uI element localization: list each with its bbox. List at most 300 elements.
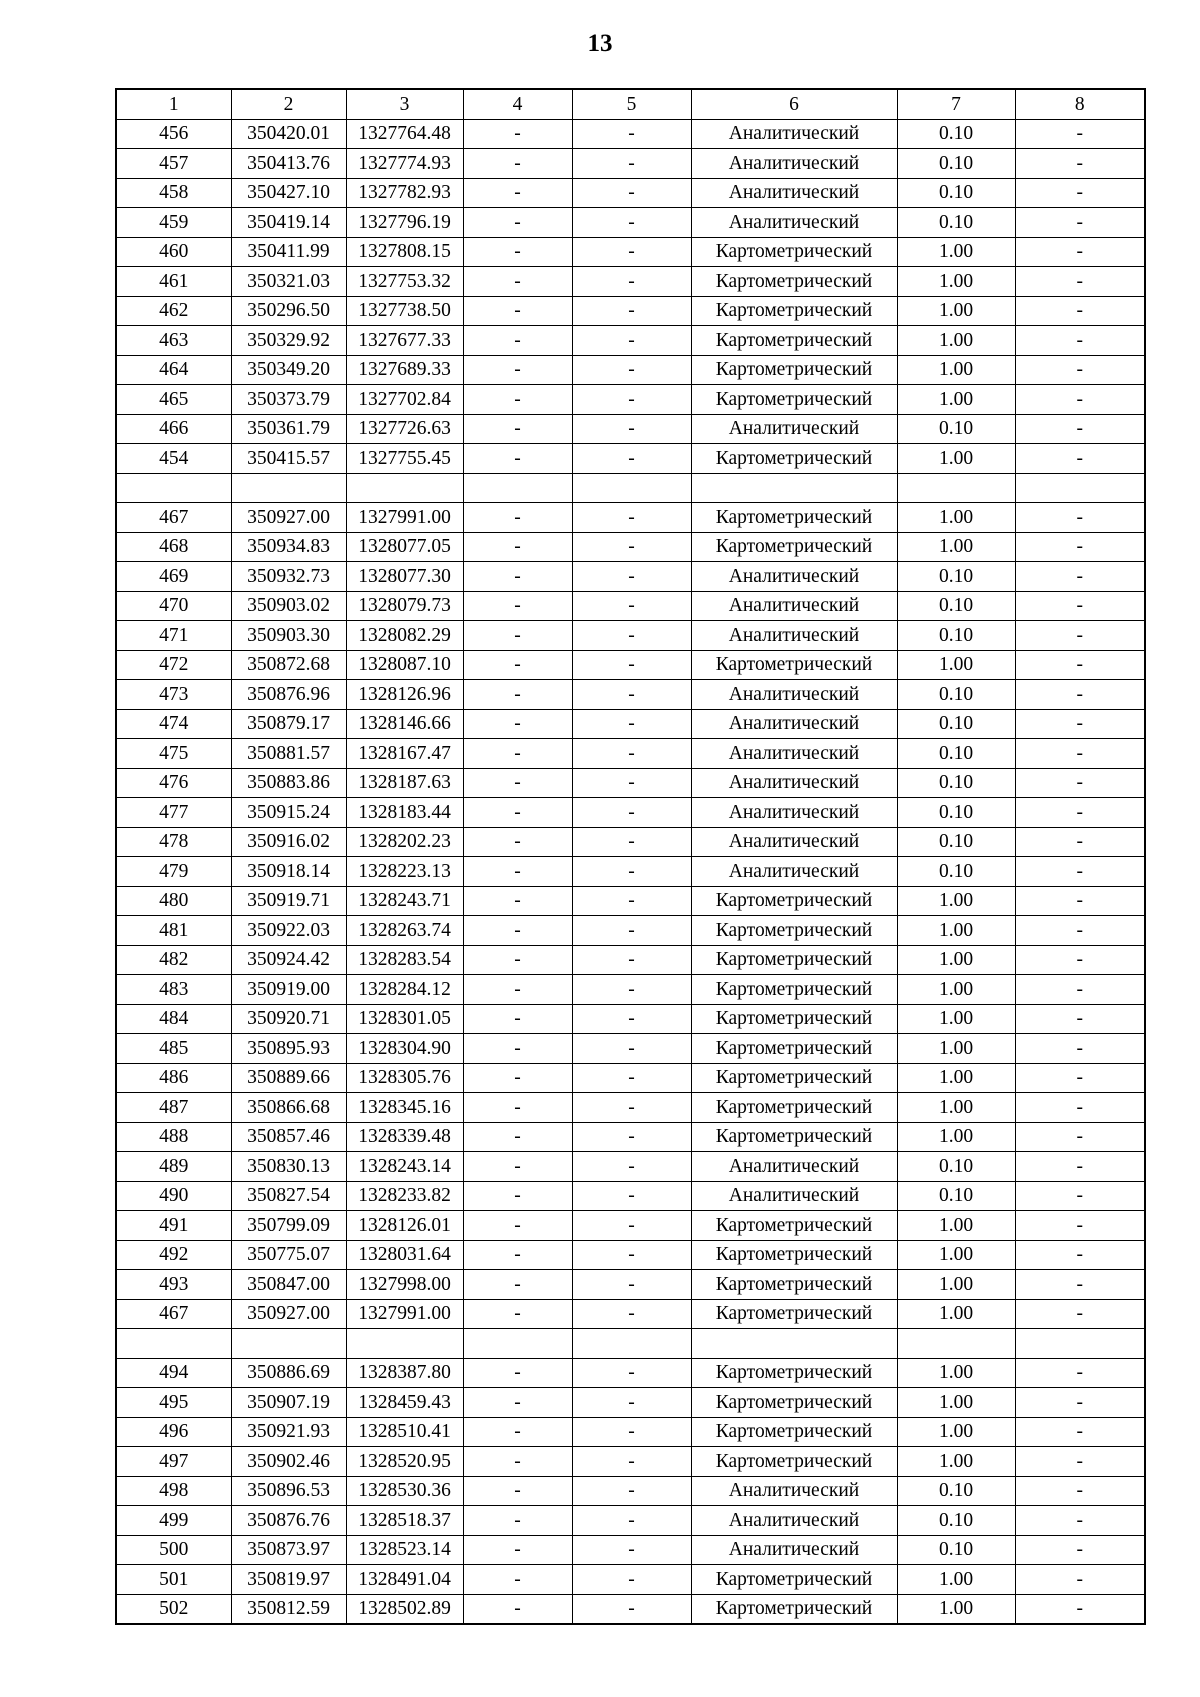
header-cell-6: 6	[691, 89, 897, 119]
cell-col-8: -	[1015, 178, 1145, 208]
cell-accuracy: 1.00	[897, 1240, 1015, 1270]
cell-point-number: 487	[116, 1093, 231, 1123]
cell-col-5: -	[572, 1447, 691, 1477]
cell-y-coordinate: 1328283.54	[346, 945, 463, 975]
cell-method: Картометрический	[691, 916, 897, 946]
cell-col-8: -	[1015, 503, 1145, 533]
cell-method: Картометрический	[691, 1594, 897, 1624]
table-row	[116, 1093, 1145, 1123]
cell-x-coordinate: 350866.68	[231, 1093, 346, 1123]
cell-method: Аналитический	[691, 208, 897, 238]
cell-accuracy: 0.10	[897, 1506, 1015, 1536]
cell-col-5: -	[572, 326, 691, 356]
cell-method: Картометрический	[691, 385, 897, 415]
cell-y-coordinate: 1327991.00	[346, 503, 463, 533]
table-row	[116, 798, 1145, 828]
cell-point-number: 454	[116, 444, 231, 474]
cell-y-coordinate: 1327774.93	[346, 149, 463, 179]
cell-point-number: 473	[116, 680, 231, 710]
cell-col-8: -	[1015, 385, 1145, 415]
table-row	[116, 975, 1145, 1005]
cell-y-coordinate: 1328079.73	[346, 591, 463, 621]
cell-x-coordinate: 350924.42	[231, 945, 346, 975]
table-row	[116, 473, 1145, 503]
cell-col-8: -	[1015, 1270, 1145, 1300]
table-row	[116, 886, 1145, 916]
cell-col-4: -	[463, 1447, 572, 1477]
cell-point-number: 456	[116, 119, 231, 149]
cell-method: Картометрический	[691, 886, 897, 916]
cell-method: Аналитический	[691, 621, 897, 651]
cell-x-coordinate: 350927.00	[231, 503, 346, 533]
cell-y-coordinate: 1328183.44	[346, 798, 463, 828]
cell-x-coordinate: 350857.46	[231, 1122, 346, 1152]
cell-point-number: 472	[116, 650, 231, 680]
cell-accuracy: 1.00	[897, 650, 1015, 680]
cell-col-4: -	[463, 680, 572, 710]
cell-point-number: 477	[116, 798, 231, 828]
cell-point-number: 501	[116, 1565, 231, 1595]
cell-accuracy: 1.00	[897, 503, 1015, 533]
cell-method: Аналитический	[691, 119, 897, 149]
cell-y-coordinate	[346, 473, 463, 503]
cell-y-coordinate: 1327689.33	[346, 355, 463, 385]
cell-point-number: 478	[116, 827, 231, 857]
table-row	[116, 1034, 1145, 1064]
cell-col-5: -	[572, 1594, 691, 1624]
cell-accuracy: 0.10	[897, 119, 1015, 149]
cell-accuracy: 0.10	[897, 739, 1015, 769]
cell-method: Картометрический	[691, 1034, 897, 1064]
cell-accuracy: 0.10	[897, 1152, 1015, 1182]
cell-col-8: -	[1015, 355, 1145, 385]
cell-col-5: -	[572, 1122, 691, 1152]
cell-accuracy: 0.10	[897, 208, 1015, 238]
cell-accuracy: 1.00	[897, 355, 1015, 385]
table-row	[116, 591, 1145, 621]
cell-col-4: -	[463, 1358, 572, 1388]
cell-col-5: -	[572, 1565, 691, 1595]
cell-accuracy: 1.00	[897, 1388, 1015, 1418]
cell-col-5: -	[572, 1417, 691, 1447]
cell-col-8: -	[1015, 621, 1145, 651]
cell-col-4: -	[463, 591, 572, 621]
table-row	[116, 296, 1145, 326]
cell-point-number: 459	[116, 208, 231, 238]
cell-col-8: -	[1015, 1240, 1145, 1270]
cell-col-5: -	[572, 149, 691, 179]
cell-col-4: -	[463, 1270, 572, 1300]
cell-accuracy: 0.10	[897, 591, 1015, 621]
cell-accuracy: 1.00	[897, 1270, 1015, 1300]
cell-col-8: -	[1015, 1181, 1145, 1211]
cell-x-coordinate: 350827.54	[231, 1181, 346, 1211]
table-row	[116, 1594, 1145, 1624]
cell-method: Картометрический	[691, 237, 897, 267]
cell-method: Аналитический	[691, 149, 897, 179]
cell-col-4: -	[463, 503, 572, 533]
cell-y-coordinate: 1327796.19	[346, 208, 463, 238]
cell-method: Картометрический	[691, 1004, 897, 1034]
cell-method: Картометрический	[691, 1447, 897, 1477]
cell-x-coordinate: 350916.02	[231, 827, 346, 857]
cell-accuracy: 1.00	[897, 267, 1015, 297]
cell-col-5: -	[572, 414, 691, 444]
table-row	[116, 1270, 1145, 1300]
cell-col-5: -	[572, 532, 691, 562]
cell-col-4: -	[463, 1240, 572, 1270]
cell-col-4: -	[463, 945, 572, 975]
table-row	[116, 857, 1145, 887]
cell-col-8: -	[1015, 1535, 1145, 1565]
cell-col-5: -	[572, 385, 691, 415]
cell-x-coordinate: 350830.13	[231, 1152, 346, 1182]
cell-y-coordinate: 1327753.32	[346, 267, 463, 297]
table-row	[116, 650, 1145, 680]
cell-col-4: -	[463, 414, 572, 444]
cell-col-8: -	[1015, 1093, 1145, 1123]
cell-method: Картометрический	[691, 1122, 897, 1152]
cell-col-4: -	[463, 1476, 572, 1506]
cell-method: Аналитический	[691, 768, 897, 798]
cell-col-5: -	[572, 709, 691, 739]
cell-method: Аналитический	[691, 414, 897, 444]
cell-point-number: 483	[116, 975, 231, 1005]
cell-col-8: -	[1015, 1417, 1145, 1447]
cell-point-number: 500	[116, 1535, 231, 1565]
cell-method: Картометрический	[691, 267, 897, 297]
cell-method: Аналитический	[691, 591, 897, 621]
cell-accuracy: 1.00	[897, 1565, 1015, 1595]
cell-col-8: -	[1015, 680, 1145, 710]
cell-col-8: -	[1015, 326, 1145, 356]
cell-col-8: -	[1015, 945, 1145, 975]
cell-col-5: -	[572, 208, 691, 238]
cell-y-coordinate: 1328301.05	[346, 1004, 463, 1034]
cell-col-8: -	[1015, 1358, 1145, 1388]
cell-method: Картометрический	[691, 1063, 897, 1093]
cell-accuracy: 0.10	[897, 857, 1015, 887]
cell-y-coordinate: 1328305.76	[346, 1063, 463, 1093]
cell-accuracy: 1.00	[897, 1594, 1015, 1624]
cell-x-coordinate: 350886.69	[231, 1358, 346, 1388]
cell-col-8: -	[1015, 827, 1145, 857]
cell-col-8: -	[1015, 1476, 1145, 1506]
cell-x-coordinate: 350889.66	[231, 1063, 346, 1093]
cell-y-coordinate: 1328304.90	[346, 1034, 463, 1064]
cell-method: Картометрический	[691, 650, 897, 680]
cell-x-coordinate: 350873.97	[231, 1535, 346, 1565]
cell-col-5: -	[572, 562, 691, 592]
table-row	[116, 326, 1145, 356]
cell-accuracy: 1.00	[897, 1122, 1015, 1152]
cell-y-coordinate: 1327755.45	[346, 444, 463, 474]
cell-col-8: -	[1015, 237, 1145, 267]
cell-y-coordinate: 1328510.41	[346, 1417, 463, 1447]
cell-col-5: -	[572, 798, 691, 828]
cell-accuracy: 0.10	[897, 178, 1015, 208]
cell-x-coordinate: 350932.73	[231, 562, 346, 592]
cell-point-number: 475	[116, 739, 231, 769]
cell-col-4: -	[463, 208, 572, 238]
cell-accuracy: 1.00	[897, 1447, 1015, 1477]
cell-x-coordinate: 350321.03	[231, 267, 346, 297]
cell-x-coordinate: 350420.01	[231, 119, 346, 149]
cell-y-coordinate: 1328459.43	[346, 1388, 463, 1418]
cell-y-coordinate: 1328167.47	[346, 739, 463, 769]
cell-accuracy: 1.00	[897, 1299, 1015, 1329]
cell-x-coordinate	[231, 1329, 346, 1359]
cell-accuracy: 0.10	[897, 621, 1015, 651]
cell-x-coordinate: 350876.76	[231, 1506, 346, 1536]
cell-x-coordinate: 350413.76	[231, 149, 346, 179]
cell-col-5: -	[572, 1181, 691, 1211]
cell-point-number: 502	[116, 1594, 231, 1624]
cell-point-number: 470	[116, 591, 231, 621]
cell-y-coordinate	[346, 1329, 463, 1359]
cell-col-8: -	[1015, 562, 1145, 592]
cell-point-number: 461	[116, 267, 231, 297]
cell-method: Картометрический	[691, 1270, 897, 1300]
cell-col-8: -	[1015, 1506, 1145, 1536]
table-row	[116, 1447, 1145, 1477]
cell-x-coordinate: 350296.50	[231, 296, 346, 326]
cell-col-8: -	[1015, 532, 1145, 562]
cell-y-coordinate: 1327998.00	[346, 1270, 463, 1300]
cell-x-coordinate: 350903.02	[231, 591, 346, 621]
cell-point-number: 463	[116, 326, 231, 356]
cell-accuracy: 0.10	[897, 414, 1015, 444]
table-row	[116, 267, 1145, 297]
table-row	[116, 621, 1145, 651]
cell-col-8: -	[1015, 296, 1145, 326]
cell-y-coordinate: 1328082.29	[346, 621, 463, 651]
cell-col-4: -	[463, 119, 572, 149]
cell-col-4	[463, 1329, 572, 1359]
table-row	[116, 1358, 1145, 1388]
cell-point-number: 481	[116, 916, 231, 946]
cell-accuracy	[897, 1329, 1015, 1359]
cell-accuracy: 0.10	[897, 768, 1015, 798]
table-row	[116, 827, 1145, 857]
cell-col-5: -	[572, 827, 691, 857]
cell-x-coordinate: 350881.57	[231, 739, 346, 769]
cell-col-5: -	[572, 296, 691, 326]
cell-method	[691, 473, 897, 503]
cell-col-8: -	[1015, 1122, 1145, 1152]
cell-col-4: -	[463, 355, 572, 385]
table-row	[116, 1240, 1145, 1270]
table-row	[116, 1063, 1145, 1093]
table-row	[116, 355, 1145, 385]
cell-accuracy: 0.10	[897, 1181, 1015, 1211]
cell-col-4: -	[463, 178, 572, 208]
cell-col-5: -	[572, 768, 691, 798]
cell-col-4: -	[463, 975, 572, 1005]
cell-method: Аналитический	[691, 709, 897, 739]
cell-accuracy: 1.00	[897, 1211, 1015, 1241]
cell-x-coordinate: 350927.00	[231, 1299, 346, 1329]
cell-y-coordinate: 1328126.01	[346, 1211, 463, 1241]
cell-col-4: -	[463, 1063, 572, 1093]
cell-col-5: -	[572, 621, 691, 651]
cell-point-number: 490	[116, 1181, 231, 1211]
cell-col-8: -	[1015, 1565, 1145, 1595]
cell-x-coordinate: 350879.17	[231, 709, 346, 739]
cell-x-coordinate: 350876.96	[231, 680, 346, 710]
cell-col-8: -	[1015, 267, 1145, 297]
cell-col-4: -	[463, 562, 572, 592]
cell-col-4: -	[463, 149, 572, 179]
cell-point-number: 468	[116, 532, 231, 562]
table-row	[116, 562, 1145, 592]
cell-point-number: 485	[116, 1034, 231, 1064]
cell-col-8: -	[1015, 739, 1145, 769]
cell-accuracy: 1.00	[897, 532, 1015, 562]
cell-x-coordinate: 350920.71	[231, 1004, 346, 1034]
cell-accuracy: 1.00	[897, 296, 1015, 326]
cell-col-8: -	[1015, 1447, 1145, 1477]
table-row	[116, 385, 1145, 415]
cell-x-coordinate: 350411.99	[231, 237, 346, 267]
cell-point-number: 493	[116, 1270, 231, 1300]
table-row	[116, 1417, 1145, 1447]
cell-col-8	[1015, 473, 1145, 503]
cell-col-8: -	[1015, 1152, 1145, 1182]
cell-col-8: -	[1015, 1034, 1145, 1064]
cell-x-coordinate: 350915.24	[231, 798, 346, 828]
cell-y-coordinate: 1328491.04	[346, 1565, 463, 1595]
table-row	[116, 119, 1145, 149]
cell-col-5: -	[572, 267, 691, 297]
cell-point-number: 494	[116, 1358, 231, 1388]
cell-x-coordinate: 350922.03	[231, 916, 346, 946]
cell-x-coordinate: 350349.20	[231, 355, 346, 385]
cell-col-8: -	[1015, 208, 1145, 238]
cell-x-coordinate	[231, 473, 346, 503]
cell-method: Аналитический	[691, 1535, 897, 1565]
cell-col-4	[463, 473, 572, 503]
cell-accuracy: 0.10	[897, 149, 1015, 179]
table-row	[116, 1004, 1145, 1034]
cell-y-coordinate: 1327677.33	[346, 326, 463, 356]
cell-y-coordinate: 1328126.96	[346, 680, 463, 710]
cell-method: Картометрический	[691, 975, 897, 1005]
cell-point-number: 476	[116, 768, 231, 798]
cell-y-coordinate: 1328146.66	[346, 709, 463, 739]
cell-col-5: -	[572, 355, 691, 385]
cell-method: Картометрический	[691, 1417, 897, 1447]
cell-method: Аналитический	[691, 798, 897, 828]
table-row	[116, 680, 1145, 710]
cell-method: Аналитический	[691, 680, 897, 710]
cell-col-4: -	[463, 1594, 572, 1624]
cell-point-number: 499	[116, 1506, 231, 1536]
header-row	[116, 89, 1145, 119]
cell-point-number: 486	[116, 1063, 231, 1093]
cell-col-4: -	[463, 1299, 572, 1329]
cell-col-8: -	[1015, 119, 1145, 149]
cell-accuracy: 1.00	[897, 1004, 1015, 1034]
cell-method: Картометрический	[691, 1565, 897, 1595]
table-row	[116, 709, 1145, 739]
cell-accuracy: 0.10	[897, 709, 1015, 739]
cell-point-number: 479	[116, 857, 231, 887]
cell-y-coordinate: 1328223.13	[346, 857, 463, 887]
cell-y-coordinate: 1328202.23	[346, 827, 463, 857]
cell-method: Аналитический	[691, 1181, 897, 1211]
cell-col-8: -	[1015, 798, 1145, 828]
cell-col-5: -	[572, 1004, 691, 1034]
cell-x-coordinate: 350329.92	[231, 326, 346, 356]
cell-method: Аналитический	[691, 857, 897, 887]
cell-method: Картометрический	[691, 1388, 897, 1418]
cell-col-8: -	[1015, 444, 1145, 474]
cell-y-coordinate: 1328233.82	[346, 1181, 463, 1211]
cell-point-number: 488	[116, 1122, 231, 1152]
cell-point-number: 491	[116, 1211, 231, 1241]
cell-method: Аналитический	[691, 1506, 897, 1536]
cell-method: Картометрический	[691, 444, 897, 474]
cell-accuracy	[897, 473, 1015, 503]
cell-accuracy: 0.10	[897, 680, 1015, 710]
cell-col-4: -	[463, 1093, 572, 1123]
cell-accuracy: 1.00	[897, 945, 1015, 975]
cell-accuracy: 0.10	[897, 1476, 1015, 1506]
cell-y-coordinate: 1327782.93	[346, 178, 463, 208]
cell-col-8: -	[1015, 886, 1145, 916]
cell-x-coordinate: 350872.68	[231, 650, 346, 680]
cell-method: Картометрический	[691, 532, 897, 562]
cell-col-8: -	[1015, 975, 1145, 1005]
cell-method: Картометрический	[691, 1358, 897, 1388]
cell-col-4: -	[463, 1211, 572, 1241]
cell-point-number: 492	[116, 1240, 231, 1270]
table-row	[116, 532, 1145, 562]
table-row	[116, 1152, 1145, 1182]
cell-x-coordinate: 350415.57	[231, 444, 346, 474]
cell-x-coordinate: 350799.09	[231, 1211, 346, 1241]
cell-method: Картометрический	[691, 1093, 897, 1123]
table-row	[116, 1211, 1145, 1241]
cell-y-coordinate: 1328263.74	[346, 916, 463, 946]
cell-col-5: -	[572, 886, 691, 916]
cell-x-coordinate: 350903.30	[231, 621, 346, 651]
cell-col-4: -	[463, 237, 572, 267]
cell-col-8: -	[1015, 709, 1145, 739]
cell-x-coordinate: 350427.10	[231, 178, 346, 208]
header-cell-4: 4	[463, 89, 572, 119]
cell-y-coordinate: 1327764.48	[346, 119, 463, 149]
cell-col-5: -	[572, 503, 691, 533]
cell-x-coordinate: 350373.79	[231, 385, 346, 415]
cell-accuracy: 1.00	[897, 237, 1015, 267]
cell-x-coordinate: 350847.00	[231, 1270, 346, 1300]
cell-col-8: -	[1015, 768, 1145, 798]
table-row	[116, 503, 1145, 533]
table-row	[116, 1122, 1145, 1152]
cell-method	[691, 1329, 897, 1359]
table-row	[116, 768, 1145, 798]
cell-x-coordinate: 350883.86	[231, 768, 346, 798]
cell-x-coordinate: 350361.79	[231, 414, 346, 444]
cell-col-8: -	[1015, 149, 1145, 179]
cell-col-4: -	[463, 326, 572, 356]
cell-col-4: -	[463, 650, 572, 680]
header-cell-2: 2	[231, 89, 346, 119]
cell-col-5: -	[572, 1063, 691, 1093]
cell-method: Картометрический	[691, 355, 897, 385]
